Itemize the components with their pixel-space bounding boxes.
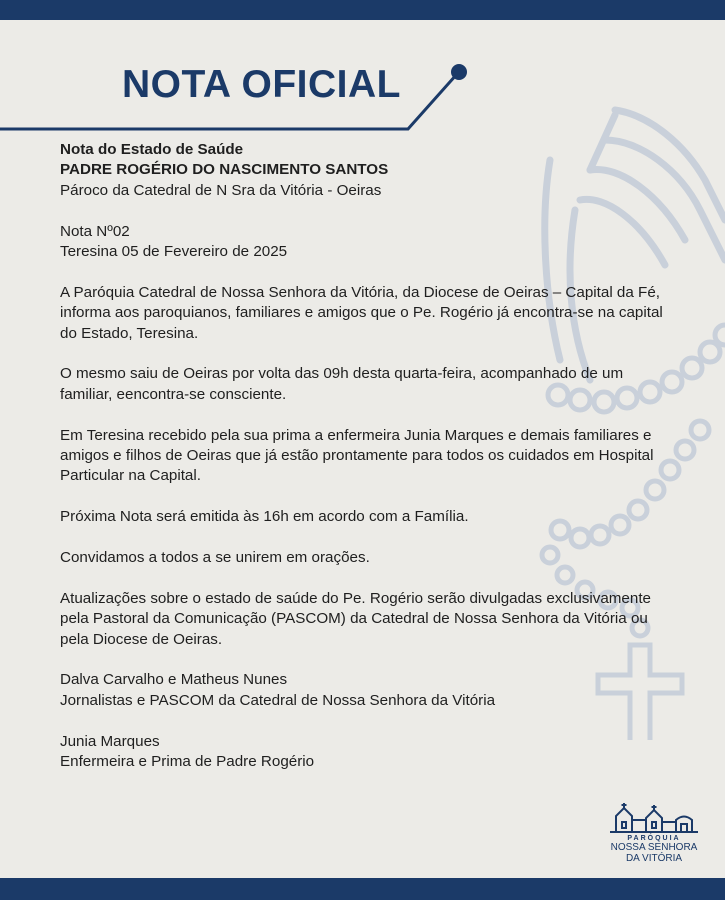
logo-text-name: NOSSA SENHORA: [610, 842, 698, 853]
signature-name: Junia Marques: [60, 732, 160, 750]
logo-text-parish: PARÓQUIA: [627, 835, 681, 842]
paragraph: A Paróquia Catedral de Nossa Senhora da Vitória, da Diocese de Oeiras – Capital da Fé, informa aos paroquianos, familiares e amigos que o Pe. Rogério já encontra-se na capital do Estado, Teresina.: [60, 283, 663, 342]
official-note-body: [60, 140, 670, 772]
church-icon: [606, 802, 702, 834]
paragraph: O mesmo saiu de Oeiras por volta das 09h desta quarta-feira, acompanhado de um familiar, eencontra-se consciente.: [60, 365, 624, 403]
note-number: Nota Nº02: [60, 222, 130, 240]
note-date: Teresina 05 de Fevereiro de 2025: [60, 243, 288, 261]
note-heading: Nota do Estado de Saúde: [60, 141, 244, 158]
paragraph: Próxima Nota será emitida às 16h em acordo com a Família.: [60, 508, 469, 526]
priest-title: Pároco da Catedral de N Sra da Vitória - Oeiras: [60, 181, 382, 199]
signature-role: Enfermeira e Prima de Padre Rogério: [60, 753, 315, 771]
paragraph: Em Teresina recebido pela sua prima a enfermeira Junia Marques e demais familiares e amigos e filhos de Oeiras que já estão prontamente para todos os cuidados em Hospital Particular na Capital.: [60, 426, 654, 485]
priest-name: PADRE ROGÉRIO DO NASCIMENTO SANTOS: [60, 161, 389, 179]
signature-role: Jornalistas e PASCOM da Catedral de Nossa Senhora da Vitória: [60, 691, 496, 709]
top-bar: [0, 0, 725, 20]
bottom-bar: [0, 878, 725, 900]
page-title: NOTA OFICIAL: [122, 63, 401, 106]
signature-name: Dalva Carvalho e Matheus Nunes: [60, 671, 288, 689]
paragraph: Atualizações sobre o estado de saúde do Pe. Rogério serão divulgadas exclusivamente pela Pastoral da Comunicação (PASCOM) da Catedral de Nossa Senhora da Vitória ou pela Diocese de Oeiras.: [60, 589, 651, 648]
parish-logo: [604, 802, 704, 864]
logo-text-name-2: DA VITÓRIA: [625, 853, 683, 864]
paragraph: Convidamos a todos a se unirem em orações.: [60, 549, 370, 567]
